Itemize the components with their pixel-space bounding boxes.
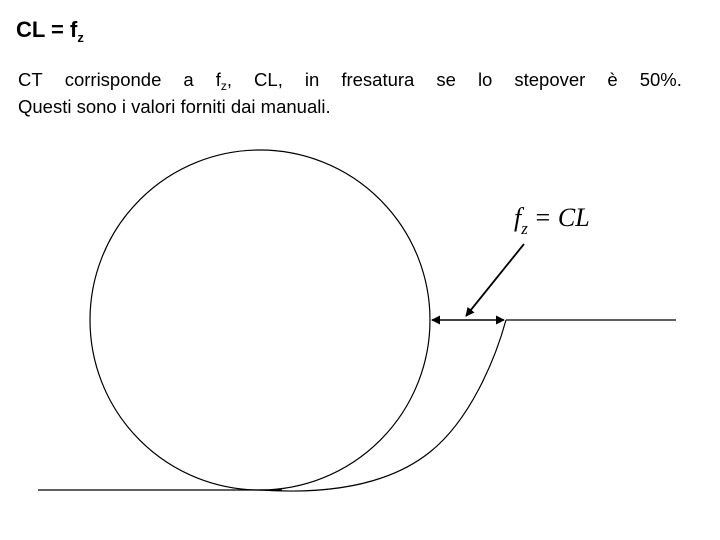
word-f: f xyxy=(215,69,221,90)
word-in: in xyxy=(304,69,320,90)
word-percent: 50%. xyxy=(639,69,682,90)
word-e: è xyxy=(607,69,618,90)
tool-path-curve xyxy=(260,320,506,491)
cutter-circle xyxy=(90,150,430,490)
word-stepover: stepover xyxy=(514,69,586,90)
word-fz-comma: , xyxy=(226,69,233,90)
word-f-subscript: z xyxy=(220,79,227,93)
word-fresatura: fresatura xyxy=(341,69,415,90)
word-cl: CL, xyxy=(254,69,283,90)
formula-subscript: z xyxy=(521,219,528,238)
formula-f: f xyxy=(514,203,522,232)
formula-rest: = CL xyxy=(533,203,590,232)
word-se: se xyxy=(436,69,456,90)
title-subscript: z xyxy=(77,30,84,45)
body-line-2: Questi sono i valori forniti dai manuali. xyxy=(18,96,331,117)
title-main: CL = f xyxy=(16,17,78,42)
formula-label xyxy=(514,203,590,238)
word-a: a xyxy=(183,69,194,90)
word-corrisponde: corrisponde xyxy=(64,69,162,90)
word-ct: CT xyxy=(18,69,43,90)
word-lo: lo xyxy=(477,69,493,90)
leader-arrow xyxy=(466,244,524,316)
